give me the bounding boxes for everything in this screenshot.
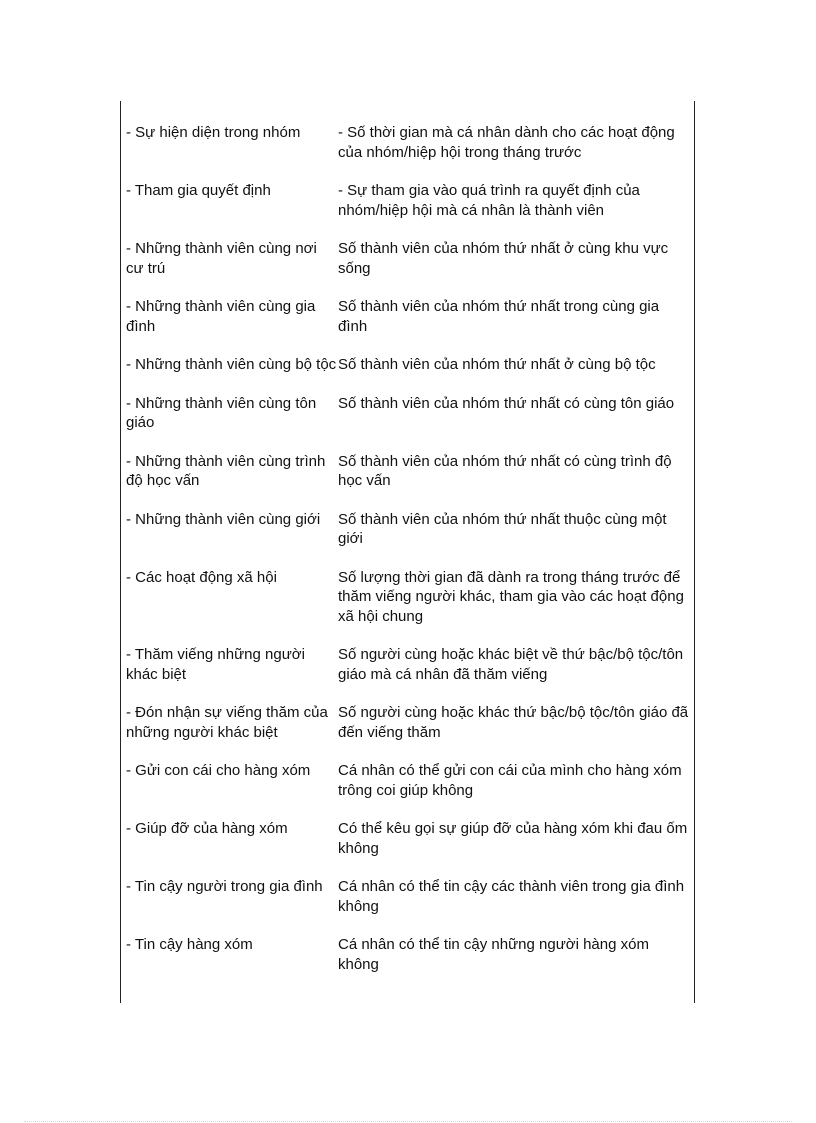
indicator-term: - Tin cậy người trong gia đình — [126, 878, 323, 895]
table-right-border — [694, 101, 695, 1003]
indicator-description: Số thành viên của nhóm thứ nhất thuộc cùng một giới — [338, 510, 667, 547]
indicator-term: - Những thành viên cùng bộ tộc — [126, 356, 337, 373]
indicator-term: - Đón nhận sự viếng thăm của những người khác biệt — [126, 704, 328, 741]
indicator-description: Số thành viên của nhóm thứ nhất có cùng trình độ học vấn — [338, 452, 672, 489]
indicator-description: Số thành viên của nhóm thứ nhất ở cùng khu vực sống — [338, 240, 669, 277]
table-row — [126, 452, 692, 491]
indicator-description: Số người cùng hoặc khác biệt về thứ bậc/bộ tộc/tôn giáo mà cá nhân đã thăm viếng — [338, 646, 684, 683]
table-row — [126, 935, 692, 974]
table-row — [126, 355, 692, 375]
indicator-term: - Những thành viên cùng tôn giáo — [126, 394, 317, 431]
table-row — [126, 510, 692, 549]
indicator-description: Cá nhân có thể tin cậy những người hàng xóm không — [338, 936, 649, 973]
table-row — [126, 123, 692, 162]
indicator-term: - Giúp đỡ của hàng xóm — [126, 820, 288, 837]
table-left-border — [120, 101, 121, 1003]
indicator-description: - Số thời gian mà cá nhân dành cho các hoạt động của nhóm/hiệp hội trong tháng trước — [338, 124, 675, 161]
indicator-term: - Gửi con cái cho hàng xóm — [126, 762, 311, 779]
table-row — [126, 394, 692, 433]
indicator-term: - Những thành viên cùng giới — [126, 510, 321, 528]
indicator-description: Số thành viên của nhóm thứ nhất trong cùng gia đình — [338, 298, 660, 335]
table-row — [126, 297, 692, 336]
table-row — [126, 819, 692, 858]
table-row — [126, 703, 692, 742]
indicator-description: Số lượng thời gian đã dành ra trong tháng trước để thăm viếng người khác, tham gia vào các hoạt động xã hội chung — [338, 568, 684, 625]
table-row — [126, 568, 692, 627]
table-row — [126, 181, 692, 220]
indicator-term: - Những thành viên cùng nơi cư trú — [126, 240, 317, 277]
indicator-description: - Sự tham gia vào quá trình ra quyết định của nhóm/hiệp hội mà cá nhân là thành viên — [338, 182, 640, 219]
table-row — [126, 877, 692, 916]
indicator-description: Cá nhân có thể gửi con cái của mình cho hàng xóm trông coi giúp không — [338, 762, 682, 799]
indicator-table — [126, 123, 692, 993]
indicator-term: - Thăm viếng những người khác biệt — [126, 646, 305, 683]
indicator-term: - Các hoạt động xã hội — [126, 568, 277, 586]
table-row — [126, 645, 692, 684]
indicator-description: Số người cùng hoặc khác thứ bậc/bộ tộc/tôn giáo đã đến viếng thăm — [338, 704, 689, 741]
indicator-term: - Những thành viên cùng gia đình — [126, 298, 316, 335]
indicator-description: Có thể kêu gọi sự giúp đỡ của hàng xóm khi đau ốm không — [338, 820, 688, 857]
indicator-description: Số thành viên của nhóm thứ nhất ở cùng bộ tộc — [338, 356, 656, 373]
indicator-term: - Những thành viên cùng trình độ học vấn — [126, 452, 326, 489]
table-row — [126, 239, 692, 278]
indicator-description: Cá nhân có thể tin cậy các thành viên trong gia đình không — [338, 878, 685, 915]
table-row — [126, 761, 692, 800]
indicator-description: Số thành viên của nhóm thứ nhất có cùng tôn giáo — [338, 394, 675, 412]
indicator-term: - Tham gia quyết định — [126, 182, 271, 199]
page-bottom-divider — [24, 1121, 792, 1122]
indicator-term: - Tin cậy hàng xóm — [126, 936, 253, 953]
indicator-term: - Sự hiện diện trong nhóm — [126, 124, 301, 141]
